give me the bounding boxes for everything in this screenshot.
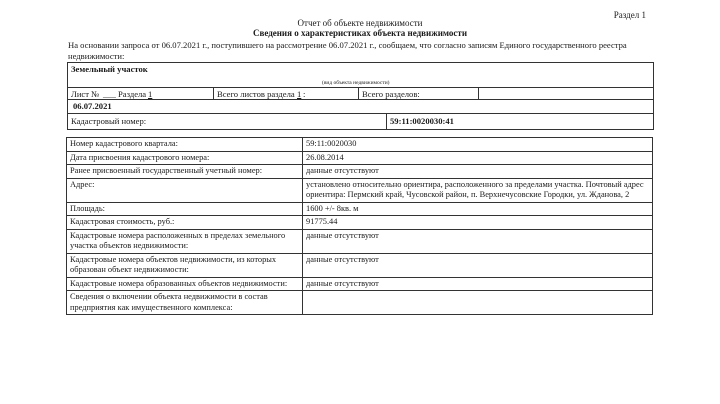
row-value: данные отсутствуют <box>303 165 653 179</box>
table-row <box>67 178 653 202</box>
row-label: Кадастровые номера расположенных в пределах земельного участка объектов недвижимости: <box>67 229 303 253</box>
characteristics-table <box>66 137 653 315</box>
table-row <box>67 165 653 179</box>
total-sheets-value: 1 <box>297 89 302 99</box>
table-row <box>67 277 653 291</box>
row-label: Номер кадастрового квартала: <box>67 138 303 152</box>
section-value: 1 <box>148 89 153 99</box>
table-row <box>67 253 653 277</box>
divider <box>478 87 479 99</box>
row-label: Адрес: <box>67 178 303 202</box>
sheet-blank: ___ <box>103 89 116 99</box>
table-row <box>67 291 653 315</box>
total-sections-label: Всего разделов: <box>362 89 420 99</box>
object-type: Земельный участок <box>71 64 148 74</box>
total-sheets-label: Всего листов раздела <box>217 89 295 99</box>
divider <box>68 87 653 88</box>
row-value: 26.08.2014 <box>303 151 653 165</box>
divider <box>358 87 359 99</box>
object-header-box <box>67 62 654 130</box>
cadastral-number-value: 59:11:0020030:41 <box>390 116 454 126</box>
table-row <box>67 202 653 216</box>
object-type-caption: (вид объекта недвижимости) <box>322 80 390 86</box>
row-label: Ранее присвоенный государственный учетный номер: <box>67 165 303 179</box>
table-row <box>67 138 653 152</box>
divider <box>68 113 653 114</box>
row-label: Сведения о включении объекта недвижимости в состав предприятия как имущественного комплекса: <box>67 291 303 315</box>
section-label: Раздела <box>118 89 147 99</box>
section-number: Раздел 1 <box>613 10 646 20</box>
table-row <box>67 229 653 253</box>
row-label: Дата присвоения кадастрового номера: <box>67 151 303 165</box>
row-label: Кадастровые номера образованных объектов недвижимости: <box>67 277 303 291</box>
table-row <box>67 216 653 230</box>
row-label: Площадь: <box>67 202 303 216</box>
row-value: данные отсутствуют <box>303 253 653 277</box>
sheet-label: Лист № <box>71 89 100 99</box>
divider <box>386 113 387 129</box>
divider <box>213 87 214 99</box>
intro-paragraph: На основании запроса от 06.07.2021 г., поступившего на рассмотрение 06.07.2021 г., сообщаем, что согласно записям Единого государственного реестра недвижимости: <box>68 40 627 61</box>
row-value: 59:11:0020030 <box>303 138 653 152</box>
document-title: Отчет об объекте недвижимости <box>297 18 423 28</box>
divider <box>68 99 653 100</box>
report-date: 06.07.2021 <box>73 101 112 111</box>
row-value: установлено относительно ориентира, расположенного за пределами участка. Почтовый адрес ориентира: Пермский край, Чусовской район, п. Верхнечусовские Городки, ул. Жданова, 2 <box>303 178 653 202</box>
row-value: 1600 +/- 8кв. м <box>303 202 653 216</box>
row-value: данные отсутствуют <box>303 229 653 253</box>
row-value <box>303 291 653 315</box>
document-subtitle: Сведения о характеристиках объекта недвижимости <box>252 28 468 38</box>
row-label: Кадастровая стоимость, руб.: <box>67 216 303 230</box>
total-sheets-colon: : <box>303 89 306 99</box>
row-label: Кадастровые номера объектов недвижимости, из которых образован объект недвижимости: <box>67 253 303 277</box>
row-value: данные отсутствуют <box>303 277 653 291</box>
cadastral-number-label: Кадастровый номер: <box>71 116 147 126</box>
table-row <box>67 151 653 165</box>
row-value: 91775.44 <box>303 216 653 230</box>
